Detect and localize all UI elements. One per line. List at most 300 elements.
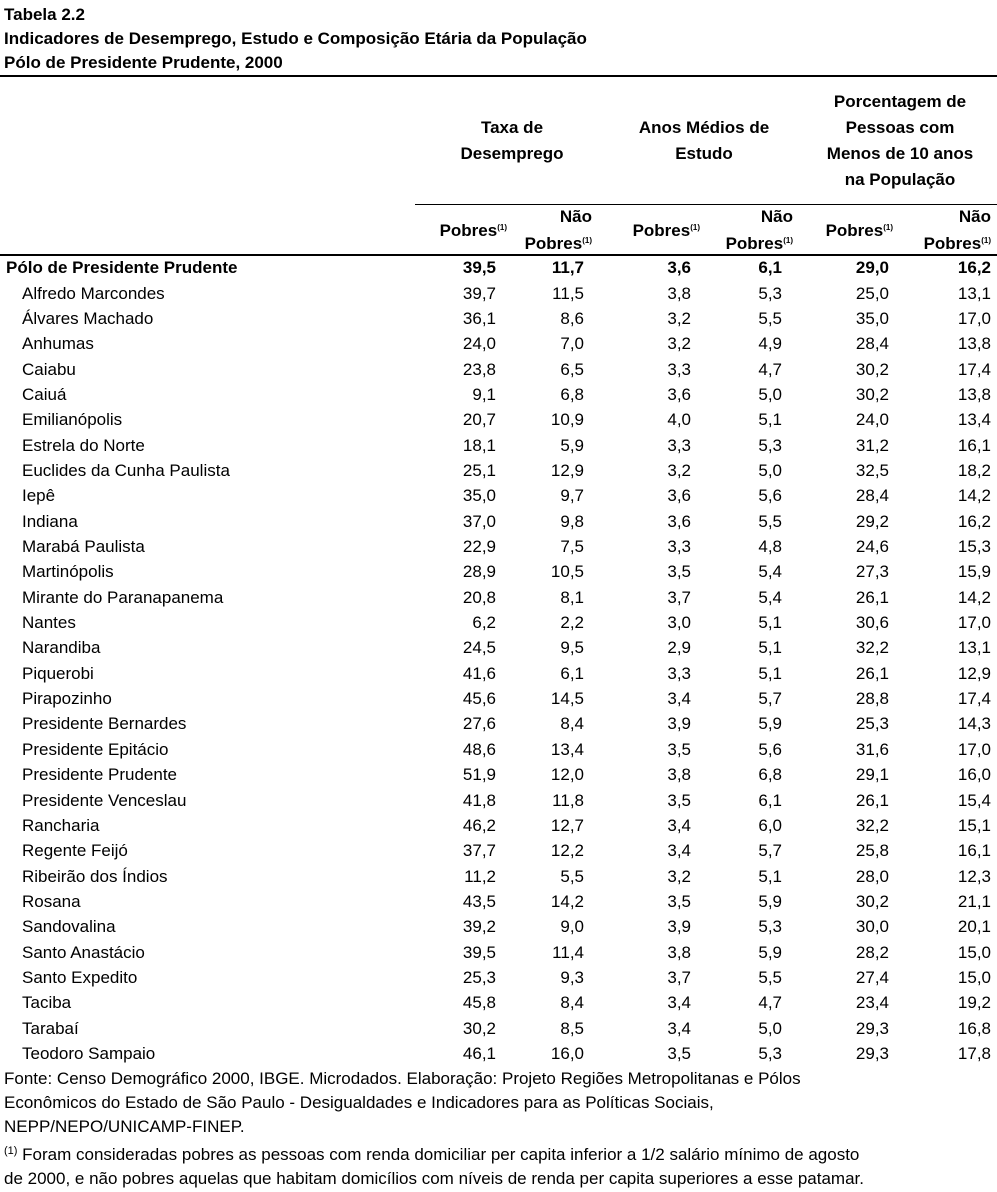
cell-pct-pobres: 35,0 bbox=[855, 308, 889, 328]
table-row bbox=[0, 1041, 997, 1066]
cell-anos-pobres: 3,4 bbox=[667, 689, 691, 709]
cell-pct-nao-pobres: 17,0 bbox=[957, 308, 991, 328]
cell-taxa-pobres: 51,9 bbox=[462, 765, 496, 785]
header-divider bbox=[415, 204, 997, 205]
cell-pct-nao-pobres: 17,4 bbox=[957, 689, 991, 709]
cell-taxa-pobres: 35,0 bbox=[462, 486, 496, 506]
header-estudo bbox=[612, 115, 796, 167]
table-row bbox=[0, 559, 997, 584]
cell-taxa-nao-pobres: 11,8 bbox=[552, 790, 584, 810]
row-name: Presidente Epitácio bbox=[22, 739, 169, 759]
table-row bbox=[0, 1016, 997, 1041]
cell-anos-pobres: 3,2 bbox=[667, 866, 691, 886]
cell-pct-pobres: 31,6 bbox=[855, 739, 889, 759]
cell-anos-pobres: 2,9 bbox=[667, 638, 691, 658]
footnote-line-1 bbox=[4, 1139, 989, 1167]
table-row bbox=[0, 914, 997, 939]
cell-taxa-nao-pobres: 11,7 bbox=[551, 258, 584, 277]
cell-pct-pobres: 23,4 bbox=[855, 993, 889, 1013]
row-name: Santo Expedito bbox=[22, 967, 138, 987]
table-row bbox=[0, 813, 997, 838]
cell-taxa-nao-pobres: 9,0 bbox=[560, 917, 584, 937]
cell-pct-pobres: 26,1 bbox=[855, 663, 889, 683]
cell-taxa-nao-pobres: 13,4 bbox=[550, 739, 584, 759]
row-name: Ribeirão dos Índios bbox=[22, 866, 168, 886]
cell-pct-nao-pobres: 14,2 bbox=[957, 587, 991, 607]
cell-pct-nao-pobres: 13,1 bbox=[957, 638, 991, 658]
row-name: Rosana bbox=[22, 891, 81, 911]
cell-taxa-pobres: 11,2 bbox=[464, 866, 496, 886]
cell-taxa-nao-pobres: 12,2 bbox=[550, 841, 584, 861]
table-row bbox=[0, 711, 997, 736]
cell-anos-nao-pobres: 5,5 bbox=[758, 967, 782, 987]
subheader-pobres-3 bbox=[826, 216, 893, 243]
cell-pct-nao-pobres: 20,1 bbox=[957, 917, 991, 937]
subheader-label: Pobres bbox=[725, 234, 784, 253]
header-populacao-line-3: Menos de 10 anos bbox=[826, 144, 974, 163]
cell-anos-pobres: 3,2 bbox=[667, 334, 691, 354]
header-estudo-line-2: Estudo bbox=[675, 144, 733, 163]
cell-pct-pobres: 30,2 bbox=[855, 384, 889, 404]
row-name: Álvares Machado bbox=[22, 308, 154, 328]
cell-anos-nao-pobres: 6,0 bbox=[758, 815, 782, 835]
cell-pct-pobres: 29,3 bbox=[855, 1044, 889, 1063]
cell-pct-pobres: 29,3 bbox=[855, 1018, 889, 1038]
subheader-nao-pobres-1 bbox=[525, 205, 592, 256]
cell-anos-pobres: 3,8 bbox=[667, 283, 691, 303]
cell-pct-nao-pobres: 19,2 bbox=[957, 993, 991, 1013]
row-name: Emilianópolis bbox=[22, 410, 123, 430]
cell-anos-nao-pobres: 5,3 bbox=[758, 917, 782, 937]
cell-taxa-nao-pobres: 7,5 bbox=[560, 537, 584, 556]
cell-pct-nao-pobres: 16,2 bbox=[957, 511, 991, 531]
cell-pct-pobres: 28,2 bbox=[855, 942, 889, 962]
cell-taxa-pobres: 39,5 bbox=[462, 258, 496, 277]
cell-taxa-pobres: 20,8 bbox=[462, 587, 496, 607]
cell-taxa-pobres: 28,9 bbox=[462, 562, 496, 582]
cell-taxa-nao-pobres: 12,9 bbox=[550, 460, 584, 480]
cell-anos-nao-pobres: 5,5 bbox=[758, 511, 782, 531]
row-name: Pólo de Presidente Prudente bbox=[6, 258, 238, 277]
cell-pct-pobres: 32,2 bbox=[855, 815, 889, 835]
cell-pct-nao-pobres: 16,1 bbox=[957, 435, 991, 455]
cell-taxa-nao-pobres: 2,2 bbox=[560, 613, 584, 633]
cell-pct-pobres: 30,2 bbox=[855, 359, 889, 379]
cell-pct-pobres: 28,4 bbox=[855, 334, 889, 354]
cell-pct-nao-pobres: 13,4 bbox=[957, 410, 991, 430]
table-row bbox=[0, 585, 997, 610]
table-row bbox=[0, 762, 997, 787]
row-name: Regente Feijó bbox=[22, 841, 128, 861]
cell-taxa-nao-pobres: 5,9 bbox=[560, 435, 584, 455]
table-row bbox=[0, 788, 997, 813]
cell-taxa-pobres: 6,2 bbox=[472, 613, 496, 633]
cell-taxa-nao-pobres: 12,0 bbox=[550, 765, 584, 785]
cell-pct-pobres: 26,1 bbox=[855, 587, 889, 607]
table-row bbox=[0, 737, 997, 762]
table-title bbox=[4, 3, 587, 75]
cell-pct-nao-pobres: 18,2 bbox=[957, 460, 991, 480]
footnote-line-2: de 2000, e não pobres aquelas que habitam domicílios com níveis de renda per capita superiores a esse patamar. bbox=[4, 1169, 864, 1188]
header-desemprego-line-2: Desemprego bbox=[460, 144, 564, 163]
cell-anos-nao-pobres: 5,3 bbox=[758, 435, 782, 455]
row-name: Martinópolis bbox=[22, 562, 114, 582]
cell-anos-nao-pobres: 4,8 bbox=[758, 537, 782, 556]
source-line-2: Econômicos do Estado de São Paulo - Desigualdades e Indicadores para as Políticas Sociais, bbox=[4, 1093, 714, 1112]
cell-taxa-nao-pobres: 7,0 bbox=[560, 334, 584, 354]
header-populacao bbox=[806, 89, 994, 193]
cell-taxa-nao-pobres: 6,8 bbox=[560, 384, 584, 404]
cell-pct-nao-pobres: 21,1 bbox=[957, 891, 991, 911]
cell-anos-pobres: 3,8 bbox=[667, 765, 691, 785]
footnote-mark: (1) bbox=[690, 223, 700, 232]
cell-taxa-nao-pobres: 9,3 bbox=[560, 967, 584, 987]
cell-taxa-pobres: 39,7 bbox=[462, 283, 496, 303]
cell-pct-pobres: 28,0 bbox=[855, 866, 889, 886]
row-name: Teodoro Sampaio bbox=[22, 1044, 156, 1063]
cell-anos-nao-pobres: 5,3 bbox=[758, 1044, 782, 1063]
cell-taxa-pobres: 48,6 bbox=[462, 739, 496, 759]
table-row bbox=[0, 965, 997, 990]
row-name: Nantes bbox=[22, 613, 76, 633]
footnote-mark: (1) bbox=[981, 236, 991, 245]
cell-taxa-pobres: 37,7 bbox=[462, 841, 496, 861]
cell-pct-nao-pobres: 15,4 bbox=[957, 790, 991, 810]
cell-taxa-pobres: 39,2 bbox=[462, 917, 496, 937]
header-desemprego-line-1: Taxa de bbox=[480, 118, 544, 137]
cell-taxa-pobres: 45,6 bbox=[462, 689, 496, 709]
cell-taxa-nao-pobres: 11,5 bbox=[552, 283, 584, 303]
cell-taxa-pobres: 43,5 bbox=[462, 891, 496, 911]
cell-anos-nao-pobres: 6,8 bbox=[758, 765, 782, 785]
row-name: Rancharia bbox=[22, 815, 100, 835]
cell-taxa-nao-pobres: 6,1 bbox=[560, 663, 584, 683]
cell-taxa-pobres: 30,2 bbox=[462, 1018, 496, 1038]
header-desemprego bbox=[420, 115, 604, 167]
cell-pct-nao-pobres: 17,0 bbox=[957, 739, 991, 759]
cell-pct-nao-pobres: 16,0 bbox=[957, 765, 991, 785]
cell-pct-pobres: 25,8 bbox=[855, 841, 889, 861]
cell-pct-pobres: 25,0 bbox=[855, 283, 889, 303]
cell-anos-pobres: 3,0 bbox=[667, 613, 691, 633]
cell-anos-pobres: 3,3 bbox=[667, 359, 691, 379]
table-row bbox=[0, 433, 997, 458]
cell-pct-pobres: 28,4 bbox=[855, 486, 889, 506]
cell-taxa-pobres: 46,2 bbox=[462, 815, 496, 835]
cell-taxa-nao-pobres: 6,5 bbox=[560, 359, 584, 379]
cell-anos-pobres: 4,0 bbox=[667, 410, 691, 430]
cell-pct-nao-pobres: 13,8 bbox=[957, 384, 991, 404]
title-line-3: Pólo de Presidente Prudente, 2000 bbox=[4, 53, 283, 72]
cell-pct-nao-pobres: 17,4 bbox=[957, 359, 991, 379]
cell-taxa-pobres: 23,8 bbox=[462, 359, 496, 379]
row-name: Alfredo Marcondes bbox=[22, 283, 165, 303]
cell-pct-pobres: 31,2 bbox=[855, 435, 889, 455]
cell-pct-nao-pobres: 16,8 bbox=[957, 1018, 991, 1038]
cell-pct-nao-pobres: 16,2 bbox=[957, 258, 991, 277]
cell-taxa-pobres: 39,5 bbox=[462, 942, 496, 962]
subheader-label: Não bbox=[760, 207, 793, 226]
row-name: Marabá Paulista bbox=[22, 537, 145, 556]
cell-anos-nao-pobres: 5,9 bbox=[758, 942, 782, 962]
header-populacao-line-2: Pessoas com bbox=[845, 118, 955, 137]
row-name: Presidente Venceslau bbox=[22, 790, 187, 810]
cell-pct-pobres: 26,1 bbox=[855, 790, 889, 810]
cell-anos-pobres: 3,3 bbox=[667, 435, 691, 455]
subheader-label: Não bbox=[559, 207, 592, 226]
cell-pct-nao-pobres: 15,9 bbox=[957, 562, 991, 582]
table-row bbox=[0, 357, 997, 382]
cell-taxa-pobres: 41,8 bbox=[462, 790, 496, 810]
cell-taxa-pobres: 9,1 bbox=[472, 384, 496, 404]
source-line-1: Fonte: Censo Demográfico 2000, IBGE. Microdados. Elaboração: Projeto Regiões Metropolitanas e Pólos bbox=[4, 1069, 801, 1088]
cell-anos-nao-pobres: 5,4 bbox=[758, 587, 782, 607]
cell-anos-pobres: 3,4 bbox=[667, 815, 691, 835]
cell-taxa-pobres: 45,8 bbox=[462, 993, 496, 1013]
table-row bbox=[0, 610, 997, 635]
cell-anos-pobres: 3,6 bbox=[667, 258, 691, 277]
cell-anos-nao-pobres: 5,6 bbox=[758, 739, 782, 759]
header-populacao-line-1: Porcentagem de bbox=[833, 92, 967, 111]
footnote-mark: (1) bbox=[582, 236, 592, 245]
table-row bbox=[0, 889, 997, 914]
cell-taxa-pobres: 25,1 bbox=[462, 460, 496, 480]
cell-anos-pobres: 3,9 bbox=[667, 714, 691, 734]
table-row bbox=[0, 382, 997, 407]
table-row bbox=[0, 864, 997, 889]
cell-taxa-nao-pobres: 9,5 bbox=[560, 638, 584, 658]
cell-anos-pobres: 3,2 bbox=[667, 460, 691, 480]
cell-taxa-pobres: 46,1 bbox=[462, 1044, 496, 1063]
cell-taxa-nao-pobres: 8,6 bbox=[560, 308, 584, 328]
cell-pct-nao-pobres: 12,3 bbox=[957, 866, 991, 886]
cell-anos-pobres: 3,9 bbox=[667, 917, 691, 937]
row-name: Pirapozinho bbox=[22, 689, 112, 709]
cell-taxa-nao-pobres: 5,5 bbox=[560, 866, 584, 886]
row-name: Iepê bbox=[22, 486, 56, 506]
footer-notes bbox=[4, 1067, 989, 1191]
cell-taxa-pobres: 36,1 bbox=[462, 308, 496, 328]
footnote-text: Foram consideradas pobres as pessoas com renda domiciliar per capita inferior a 1/2 salário mínimo de agosto bbox=[17, 1145, 860, 1164]
cell-pct-pobres: 25,3 bbox=[855, 714, 889, 734]
cell-anos-nao-pobres: 5,7 bbox=[758, 689, 782, 709]
cell-taxa-pobres: 20,7 bbox=[462, 410, 496, 430]
table-row bbox=[0, 940, 997, 965]
cell-taxa-nao-pobres: 9,8 bbox=[560, 511, 584, 531]
cell-taxa-pobres: 22,9 bbox=[462, 537, 496, 556]
row-name: Mirante do Paranapanema bbox=[22, 587, 224, 607]
cell-pct-nao-pobres: 17,8 bbox=[957, 1044, 991, 1063]
cell-anos-pobres: 3,5 bbox=[667, 739, 691, 759]
cell-taxa-nao-pobres: 10,5 bbox=[550, 562, 584, 582]
cell-anos-nao-pobres: 5,4 bbox=[758, 562, 782, 582]
cell-pct-nao-pobres: 14,2 bbox=[957, 486, 991, 506]
cell-anos-pobres: 3,6 bbox=[667, 384, 691, 404]
header-populacao-line-4: na População bbox=[844, 170, 956, 189]
cell-pct-pobres: 28,8 bbox=[855, 689, 889, 709]
cell-anos-pobres: 3,8 bbox=[667, 942, 691, 962]
cell-anos-pobres: 3,2 bbox=[667, 308, 691, 328]
cell-anos-nao-pobres: 5,5 bbox=[758, 308, 782, 328]
cell-taxa-pobres: 27,6 bbox=[462, 714, 496, 734]
cell-taxa-nao-pobres: 14,5 bbox=[550, 689, 584, 709]
cell-taxa-nao-pobres: 8,1 bbox=[560, 587, 584, 607]
cell-pct-pobres: 24,6 bbox=[855, 537, 889, 556]
source-line-3: NEPP/NEPO/UNICAMP-FINEP. bbox=[4, 1117, 245, 1136]
cell-pct-nao-pobres: 17,0 bbox=[957, 613, 991, 633]
cell-anos-nao-pobres: 5,9 bbox=[758, 714, 782, 734]
cell-pct-pobres: 29,2 bbox=[855, 511, 889, 531]
row-name: Indiana bbox=[22, 511, 78, 531]
cell-taxa-nao-pobres: 11,4 bbox=[552, 942, 584, 962]
table-row-total bbox=[0, 255, 997, 280]
row-name: Estrela do Norte bbox=[22, 435, 145, 455]
cell-pct-pobres: 30,0 bbox=[855, 917, 889, 937]
table-row bbox=[0, 483, 997, 508]
table-row bbox=[0, 990, 997, 1015]
title-line-1: Tabela 2.2 bbox=[4, 5, 85, 24]
row-name: Presidente Bernardes bbox=[22, 714, 187, 734]
table-row bbox=[0, 534, 997, 559]
cell-pct-pobres: 32,5 bbox=[855, 460, 889, 480]
title-line-2: Indicadores de Desemprego, Estudo e Composição Etária da População bbox=[4, 29, 587, 48]
row-name: Anhumas bbox=[22, 334, 94, 354]
footnote-mark: (1) bbox=[883, 223, 893, 232]
cell-anos-nao-pobres: 5,9 bbox=[758, 891, 782, 911]
top-rule bbox=[0, 75, 997, 77]
cell-anos-nao-pobres: 6,1 bbox=[758, 790, 782, 810]
cell-anos-nao-pobres: 5,0 bbox=[758, 384, 782, 404]
row-name: Sandovalina bbox=[22, 917, 116, 937]
cell-pct-pobres: 27,4 bbox=[855, 967, 889, 987]
subheader-pobres-2 bbox=[633, 216, 700, 243]
cell-anos-nao-pobres: 5,1 bbox=[758, 638, 782, 658]
cell-anos-pobres: 3,3 bbox=[667, 537, 691, 556]
cell-taxa-nao-pobres: 14,2 bbox=[550, 891, 584, 911]
cell-anos-nao-pobres: 5,0 bbox=[758, 1018, 782, 1038]
table-row bbox=[0, 509, 997, 534]
cell-pct-nao-pobres: 15,0 bbox=[957, 942, 991, 962]
table-row bbox=[0, 281, 997, 306]
cell-taxa-nao-pobres: 16,0 bbox=[550, 1044, 584, 1063]
cell-pct-pobres: 27,3 bbox=[855, 562, 889, 582]
table-row bbox=[0, 458, 997, 483]
cell-anos-nao-pobres: 5,6 bbox=[758, 486, 782, 506]
row-name: Piquerobi bbox=[22, 663, 94, 683]
cell-anos-nao-pobres: 4,7 bbox=[758, 359, 782, 379]
subheader-label: Pobres bbox=[825, 221, 884, 240]
cell-taxa-pobres: 37,0 bbox=[462, 511, 496, 531]
subheader-nao-pobres-2 bbox=[726, 205, 793, 256]
row-name: Taciba bbox=[22, 993, 72, 1013]
cell-taxa-nao-pobres: 8,5 bbox=[560, 1018, 584, 1038]
cell-pct-pobres: 32,2 bbox=[855, 638, 889, 658]
cell-pct-nao-pobres: 14,3 bbox=[957, 714, 991, 734]
cell-anos-pobres: 3,5 bbox=[667, 891, 691, 911]
cell-anos-pobres: 3,6 bbox=[667, 511, 691, 531]
row-name: Presidente Prudente bbox=[22, 765, 177, 785]
row-name: Caiuá bbox=[22, 384, 67, 404]
cell-taxa-nao-pobres: 8,4 bbox=[560, 993, 584, 1013]
row-name: Santo Anastácio bbox=[22, 942, 145, 962]
cell-anos-nao-pobres: 5,3 bbox=[758, 283, 782, 303]
table-row bbox=[0, 306, 997, 331]
subheader-label: Pobres bbox=[632, 221, 691, 240]
row-name: Narandiba bbox=[22, 638, 101, 658]
footnote-mark: (1) bbox=[4, 1145, 18, 1157]
subheader-label: Pobres bbox=[524, 234, 583, 253]
cell-anos-pobres: 3,4 bbox=[667, 993, 691, 1013]
subheader-pobres-1 bbox=[440, 216, 507, 243]
cell-taxa-pobres: 18,1 bbox=[462, 435, 496, 455]
subheader-nao-pobres-3 bbox=[924, 205, 991, 256]
header-estudo-line-1: Anos Médios de bbox=[638, 118, 770, 137]
cell-taxa-nao-pobres: 8,4 bbox=[560, 714, 584, 734]
cell-anos-nao-pobres: 5,1 bbox=[758, 613, 782, 633]
cell-pct-nao-pobres: 13,8 bbox=[957, 334, 991, 354]
cell-taxa-pobres: 25,3 bbox=[462, 967, 496, 987]
cell-anos-nao-pobres: 5,1 bbox=[758, 410, 782, 430]
row-name: Euclides da Cunha Paulista bbox=[22, 460, 230, 480]
cell-anos-pobres: 3,3 bbox=[667, 663, 691, 683]
cell-pct-pobres: 30,6 bbox=[855, 613, 889, 633]
table-row bbox=[0, 331, 997, 356]
table-row bbox=[0, 661, 997, 686]
row-name: Caiabu bbox=[22, 359, 76, 379]
cell-anos-pobres: 3,7 bbox=[667, 587, 691, 607]
cell-pct-nao-pobres: 12,9 bbox=[957, 663, 991, 683]
cell-pct-nao-pobres: 13,1 bbox=[957, 283, 991, 303]
footnote-mark: (1) bbox=[783, 236, 793, 245]
cell-taxa-nao-pobres: 9,7 bbox=[560, 486, 584, 506]
subheader-label: Pobres bbox=[439, 221, 498, 240]
subheader-label: Pobres bbox=[923, 234, 982, 253]
cell-taxa-nao-pobres: 10,9 bbox=[550, 410, 584, 430]
cell-anos-nao-pobres: 6,1 bbox=[758, 258, 782, 277]
table-row bbox=[0, 407, 997, 432]
cell-anos-pobres: 3,4 bbox=[667, 1018, 691, 1038]
cell-anos-pobres: 3,7 bbox=[667, 967, 691, 987]
cell-pct-pobres: 24,0 bbox=[855, 410, 889, 430]
table-row bbox=[0, 838, 997, 863]
cell-pct-pobres: 30,2 bbox=[855, 891, 889, 911]
cell-taxa-pobres: 24,0 bbox=[462, 334, 496, 354]
row-name: Tarabaí bbox=[22, 1018, 79, 1038]
cell-pct-nao-pobres: 15,0 bbox=[957, 967, 991, 987]
cell-taxa-nao-pobres: 12,7 bbox=[550, 815, 584, 835]
cell-taxa-pobres: 24,5 bbox=[462, 638, 496, 658]
cell-anos-nao-pobres: 4,9 bbox=[758, 334, 782, 354]
cell-anos-nao-pobres: 5,7 bbox=[758, 841, 782, 861]
cell-anos-nao-pobres: 4,7 bbox=[758, 993, 782, 1013]
footnote-mark: (1) bbox=[497, 223, 507, 232]
table-row bbox=[0, 635, 997, 660]
cell-pct-pobres: 29,1 bbox=[855, 765, 889, 785]
subheader-label: Não bbox=[958, 207, 991, 226]
cell-pct-nao-pobres: 15,1 bbox=[957, 815, 991, 835]
cell-anos-pobres: 3,5 bbox=[667, 562, 691, 582]
cell-anos-nao-pobres: 5,1 bbox=[758, 866, 782, 886]
cell-anos-pobres: 3,6 bbox=[667, 486, 691, 506]
cell-anos-pobres: 3,5 bbox=[667, 790, 691, 810]
cell-anos-pobres: 3,4 bbox=[667, 841, 691, 861]
cell-anos-nao-pobres: 5,0 bbox=[758, 460, 782, 480]
cell-pct-nao-pobres: 16,1 bbox=[957, 841, 991, 861]
cell-taxa-pobres: 41,6 bbox=[462, 663, 496, 683]
cell-pct-pobres: 29,0 bbox=[855, 258, 889, 277]
cell-anos-pobres: 3,5 bbox=[667, 1044, 691, 1063]
cell-pct-nao-pobres: 15,3 bbox=[957, 537, 991, 556]
